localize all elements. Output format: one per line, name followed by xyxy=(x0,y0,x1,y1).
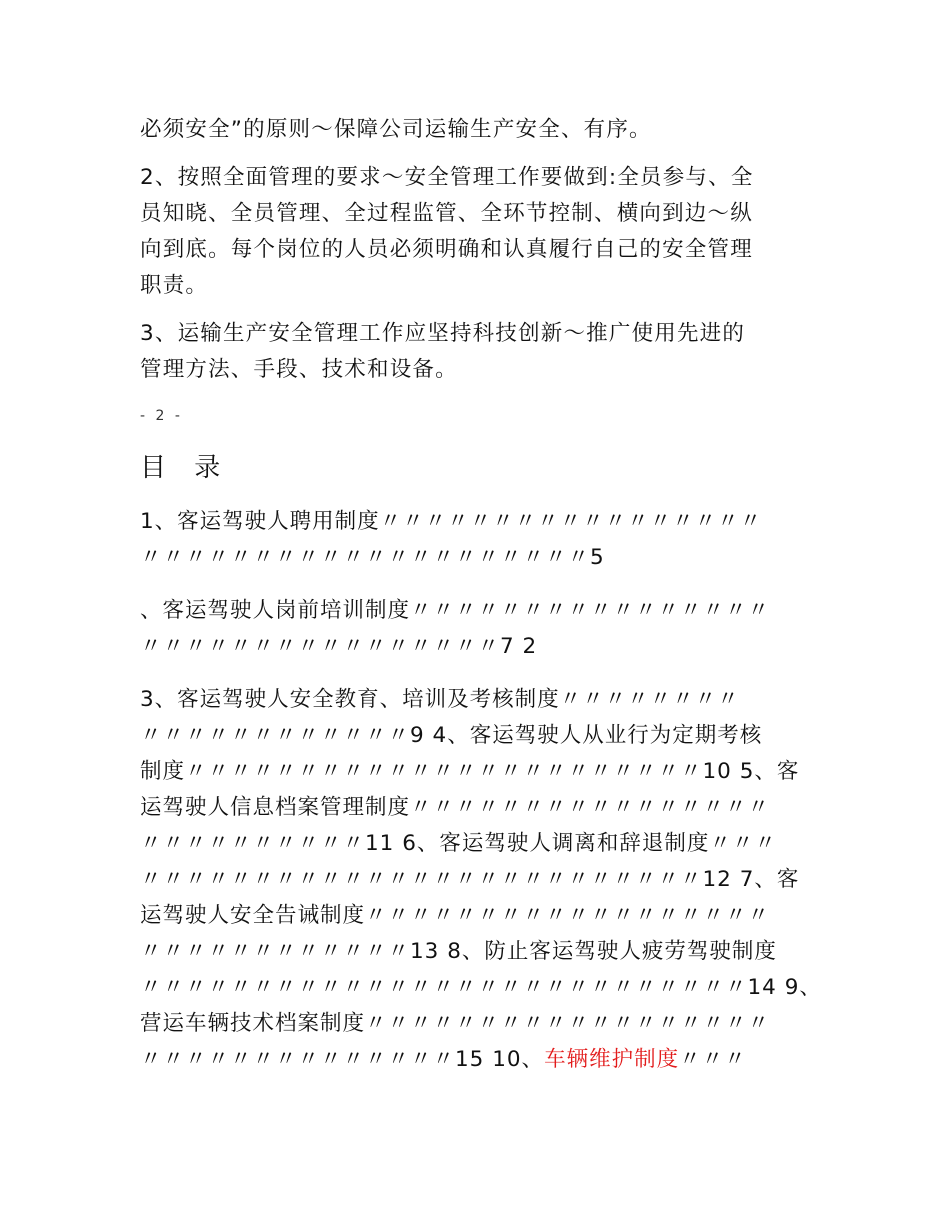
paragraph-line: 职责。 xyxy=(140,273,209,298)
toc-line: 〃〃〃〃〃〃〃〃〃〃〃〃〃〃〃〃〃〃〃〃5 xyxy=(140,545,605,570)
paragraph-1 xyxy=(140,112,810,148)
toc-line-last xyxy=(140,1042,810,1078)
toc-line: 、客运驾驶人岗前培训制度〃〃〃〃〃〃〃〃〃〃〃〃〃〃〃〃 xyxy=(140,598,771,623)
paragraph-line: 3、运输生产安全管理工作应坚持科技创新～推广使用先进的 xyxy=(140,321,746,346)
toc-line: 〃〃〃〃〃〃〃〃〃〃〃〃13 8、防止客运驾驶人疲劳驾驶制度 xyxy=(140,939,777,964)
toc-line: 〃〃〃〃〃〃〃〃〃〃〃〃〃〃〃〃〃〃〃〃〃〃〃〃〃12 7、客 xyxy=(140,867,800,892)
paragraph-3 xyxy=(140,316,810,388)
toc-line: 〃〃〃〃〃〃〃〃〃〃〃〃〃〃〃〃〃〃〃〃〃〃〃〃〃〃〃14 9、 xyxy=(140,975,822,1000)
page-number: - 2 - xyxy=(140,408,183,424)
paragraph-line: 必须安全”的原则～保障公司运输生产安全、有序。 xyxy=(140,117,652,142)
toc-line: 运驾驶人安全告诫制度〃〃〃〃〃〃〃〃〃〃〃〃〃〃〃〃〃〃 xyxy=(140,903,771,928)
toc-heading: 目 录 xyxy=(140,453,231,483)
toc-entry-3-to-10 xyxy=(140,682,822,1078)
toc-line: 营运车辆技术档案制度〃〃〃〃〃〃〃〃〃〃〃〃〃〃〃〃〃〃 xyxy=(140,1011,771,1036)
paragraph-line: 向到底。每个岗位的人员必须明确和认真履行自己的安全管理 xyxy=(140,237,753,262)
toc-leader: 〃〃〃〃〃〃〃〃〃〃〃〃〃〃15 10、 xyxy=(140,1047,545,1072)
toc-line: 运驾驶人信息档案管理制度〃〃〃〃〃〃〃〃〃〃〃〃〃〃〃〃 xyxy=(140,795,771,820)
paragraph-line: 管理方法、手段、技术和设备。 xyxy=(140,357,458,382)
toc-line: 1、客运驾驶人聘用制度〃〃〃〃〃〃〃〃〃〃〃〃〃〃〃〃〃 xyxy=(140,509,763,534)
paragraph-line: 2、按照全面管理的要求～安全管理工作要做到:全员参与、全 xyxy=(140,165,754,190)
toc-entry-1 xyxy=(140,504,810,576)
toc-line: 〃〃〃〃〃〃〃〃〃〃〃〃〃〃〃〃7 2 xyxy=(140,634,538,659)
toc-line: 3、客运驾驶人安全教育、培训及考核制度〃〃〃〃〃〃〃〃 xyxy=(140,687,740,712)
toc-line: 〃〃〃〃〃〃〃〃〃〃〃〃9 4、客运驾驶人从业行为定期考核 xyxy=(140,723,763,748)
toc-entry-2 xyxy=(140,593,810,665)
toc-leader: 〃〃〃 xyxy=(679,1047,747,1072)
paragraph-2 xyxy=(140,160,810,304)
toc-line: 制度〃〃〃〃〃〃〃〃〃〃〃〃〃〃〃〃〃〃〃〃〃〃〃10 5、客 xyxy=(140,759,800,784)
toc-highlighted-title: 车辆维护制度 xyxy=(544,1047,680,1072)
paragraph-line: 员知晓、全员管理、全过程监管、全环节控制、横向到边～纵 xyxy=(140,201,753,226)
toc-line: 〃〃〃〃〃〃〃〃〃〃11 6、客运驾驶人调离和辞退制度〃〃〃 xyxy=(140,831,777,856)
document-page xyxy=(140,112,822,1078)
